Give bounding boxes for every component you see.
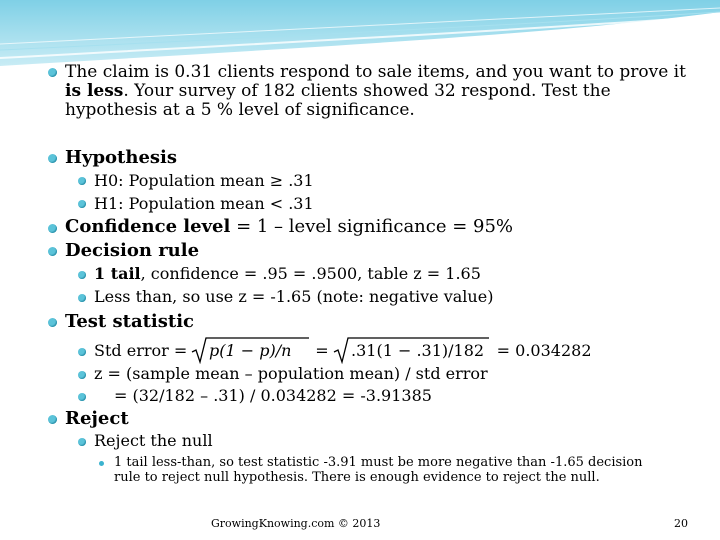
reject-detail-line-2: rule to reject null hypothesis. There is enough evidence to reject the null. (114, 470, 600, 485)
sqrt-symbol-icon (333, 336, 489, 364)
z-formula-line: z = (sample mean – population mean) / std error (94, 364, 488, 383)
z-calculation-line: = (32/182 – .31) / 0.034282 = -3.91385 (114, 386, 432, 405)
std-error-formula-numeric: .31(1 − .31)/182 (350, 341, 484, 360)
bullet-icon (78, 348, 86, 356)
bullet-icon (78, 177, 86, 185)
std-error-line: Std error = p(1 − p)/n = .31(1 − .31)/182 = 0.034282 (94, 336, 592, 364)
bullet-icon (48, 318, 57, 327)
bullet-icon (48, 224, 57, 233)
bullet-icon (78, 200, 86, 208)
bullet-icon (78, 371, 86, 379)
test-statistic-heading: Test statistic (65, 311, 195, 332)
bullet-icon (78, 438, 86, 446)
bullet-icon (48, 68, 57, 77)
intro-line-2: is less. Your survey of 182 clients showed 32 respond. Test the (65, 81, 611, 101)
bullet-icon (78, 271, 86, 279)
sqrt-symbol-icon (191, 336, 309, 364)
page-number: 20 (674, 517, 688, 530)
reject-heading: Reject (65, 408, 129, 429)
bullet-icon (99, 461, 104, 466)
decision-line-2: Less than, so use z = -1.65 (note: negative value) (94, 287, 494, 306)
decision-rule-heading: Decision rule (65, 240, 200, 261)
bullet-icon (48, 154, 57, 163)
null-hypothesis: H0: Population mean ≥ .31 (94, 171, 314, 190)
bullet-icon (48, 247, 57, 256)
bullet-icon (78, 393, 86, 401)
intro-line-3: hypothesis at a 5 % level of significance. (65, 100, 415, 120)
bullet-icon (78, 294, 86, 302)
std-error-formula-symbolic: p(1 − p)/n (209, 341, 292, 360)
footer-credit: GrowingKnowing.com © 2013 (211, 517, 381, 530)
reject-detail-line-1: 1 tail less-than, so test statistic -3.91 must be more negative than -1.65 decision (114, 455, 643, 470)
intro-line-1: The claim is 0.31 clients respond to sale items, and you want to prove it (65, 62, 686, 82)
hypothesis-heading: Hypothesis (65, 147, 178, 168)
bullet-icon (48, 415, 57, 424)
decision-line-1: 1 tail, confidence = .95 = .9500, table z = 1.65 (94, 264, 481, 283)
alt-hypothesis: H1: Population mean < .31 (94, 194, 314, 213)
confidence-level: Confidence level = 1 – level significance = 95% (65, 216, 514, 237)
reject-the-null: Reject the null (94, 431, 213, 450)
